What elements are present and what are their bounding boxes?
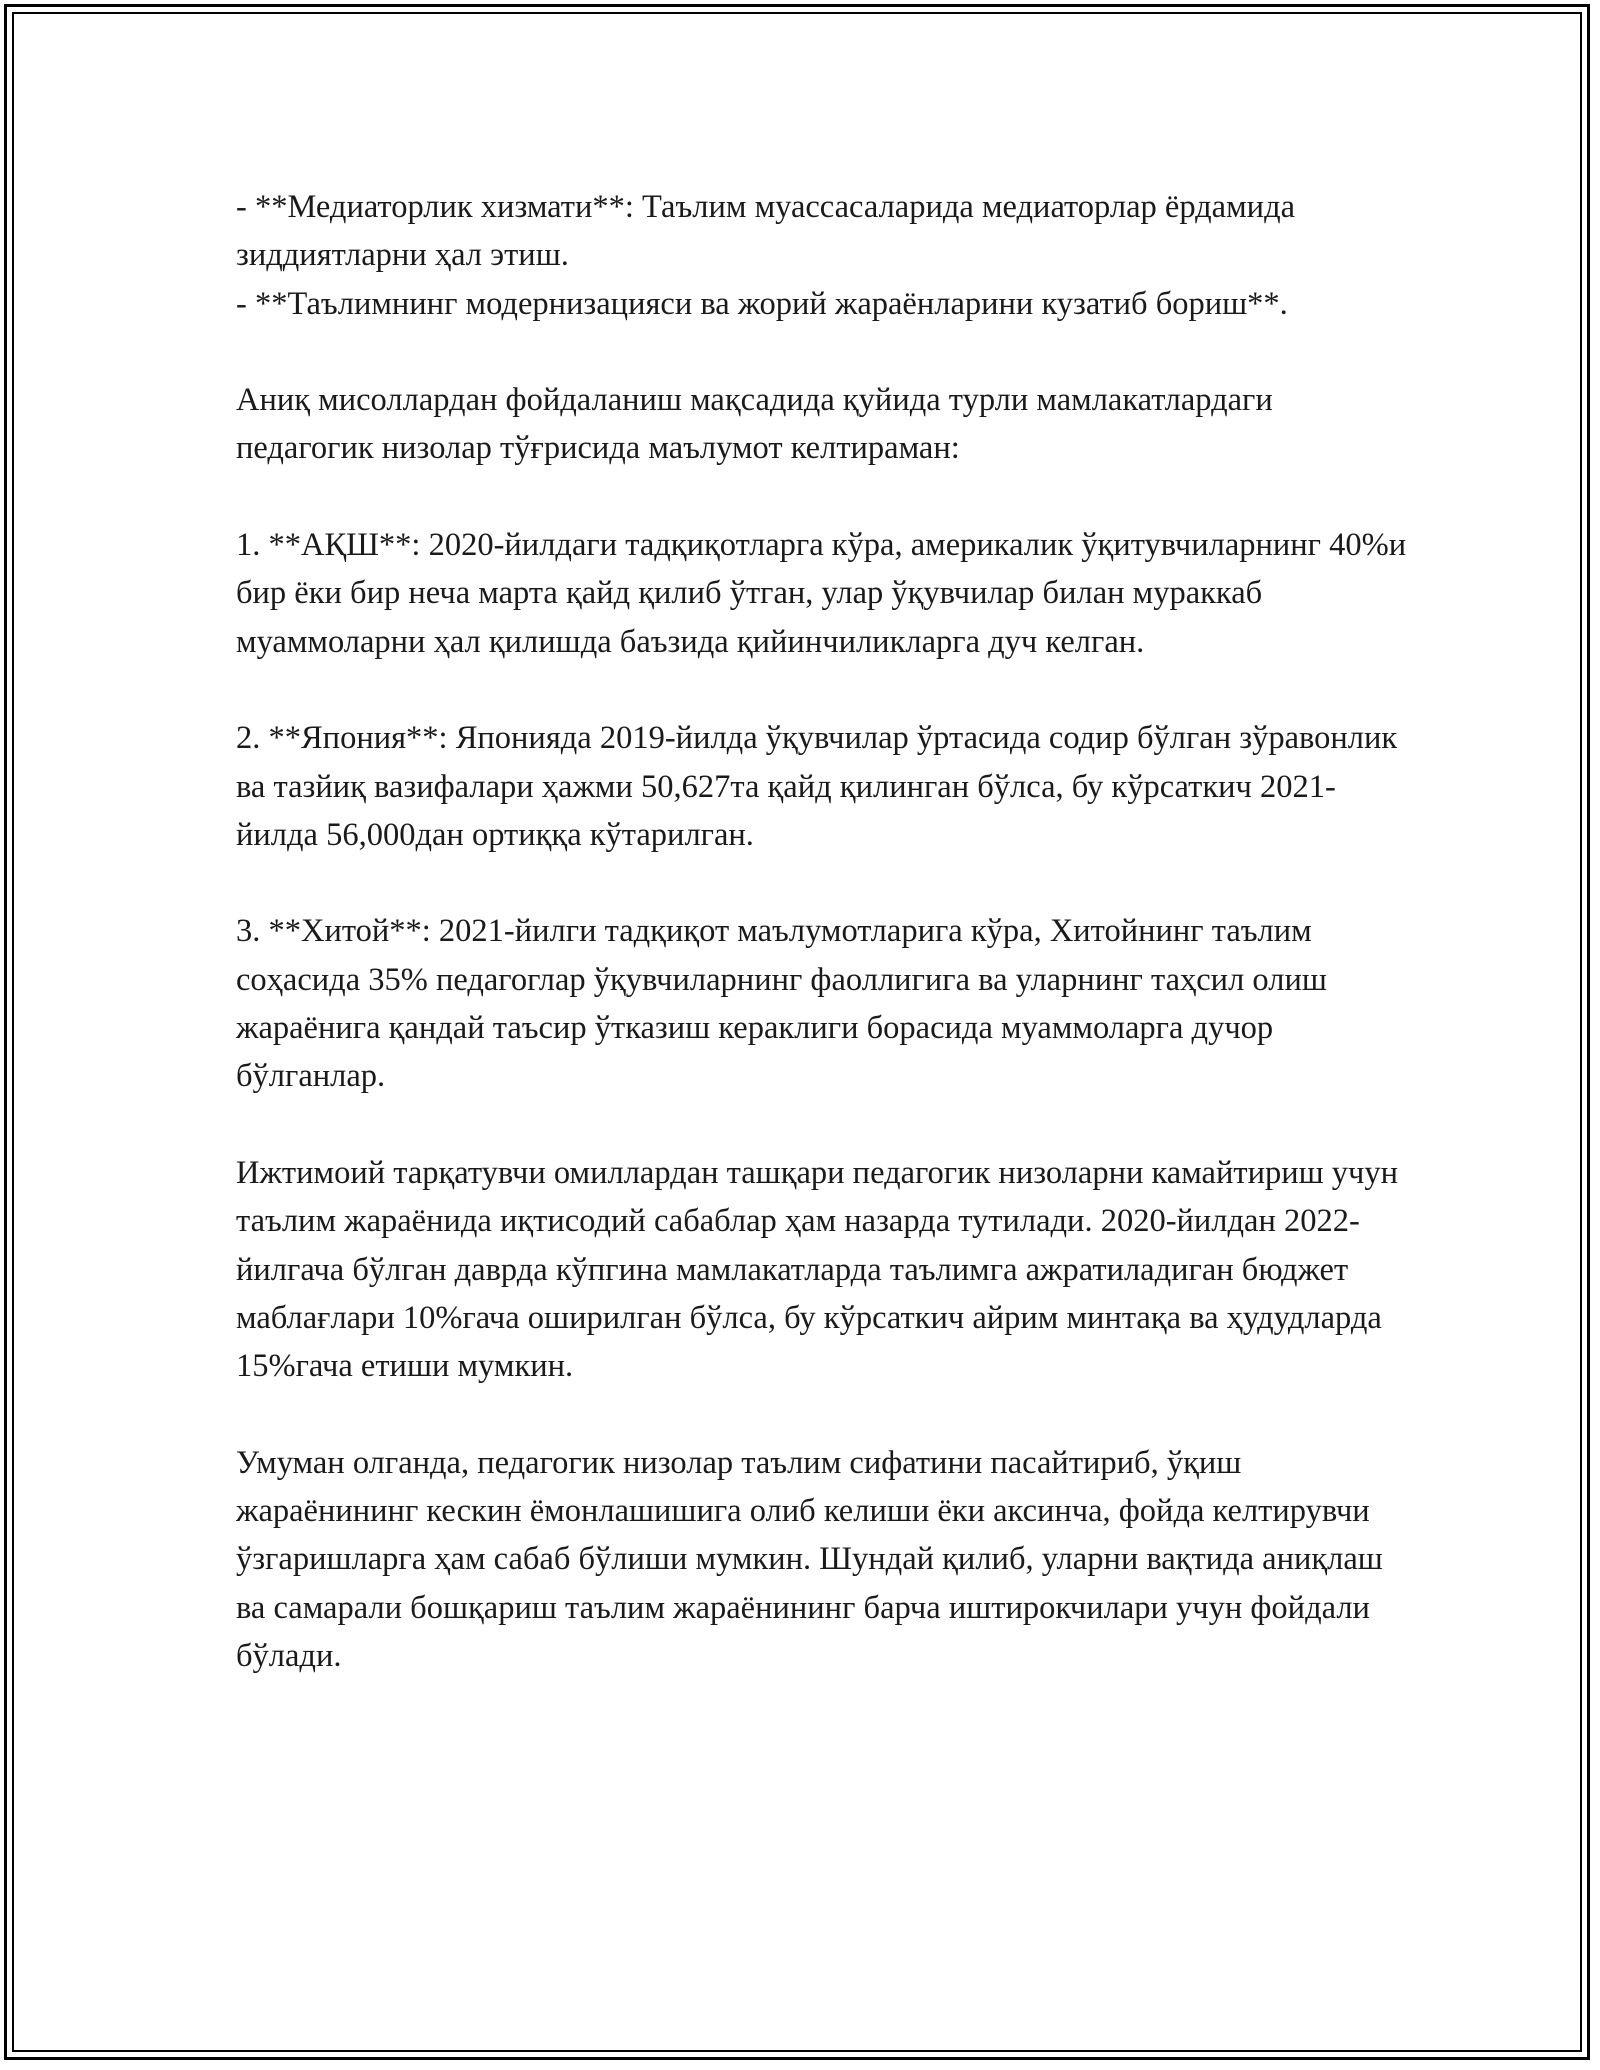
bullet-modernization: - **Таълимнинг модернизацияси ва жорий жараёнларини кузатиб бориш**.: [236, 285, 1288, 322]
example-japan: 2. **Япония**: Японияда 2019-йилда ўқувчилар ўртасида содир бўлган зўравонлик ва тазйиқ вазифалари ҳажми 50,627та қайд қилинган бўлса, бу кўрсаткич 2021-йилда 56,000дан ортиққа кўтарилган.: [236, 720, 1398, 853]
economic-paragraph: Ижтимоий тарқатувчи омиллардан ташқари педагогик низоларни камайтириш учун таълим жараёнида иқтисодий сабаблар ҳам назарда тутилади. 2020-йилдан 2022-йилгача бўлган даврда кўпгина мамлакатларда таълимга ажратиладиган бюджет маблағлари 10%гача оширилган бўлса, бу кўрсаткич айрим минтақа ва ҳудудларда 15%гача етиши мумкин.: [236, 1154, 1399, 1385]
conclusion-paragraph: Умуман олганда, педагогик низолар таълим сифатини пасайтириб, ўқиш жараёнининг кескин ёмонлашишига олиб келиши ёки аксинча, фойда келтирувчи ўзгаришларга ҳам сабаб бўлиши мумкин. Шундай қилиб, уларни вақтида аниқлаш ва самарали бошқариш таълим жараёнининг барча иштирокчилари учун фойдали бўлади.: [236, 1444, 1383, 1674]
intro-paragraph: Аниқ мисоллардан фойдаланиш мақсадида қуйида турли мамлакатлардаги педагогик низолар тўғрисида маълумот келтираман:: [236, 382, 1273, 467]
bullet-mediation: - **Медиаторлик хизмати**: Таълим муассасаларида медиаторлар ёрдамида зиддиятларни ҳал этиш.: [236, 189, 1296, 274]
document-body: [236, 183, 1416, 1680]
example-china: 3. **Хитой**: 2021-йилги тадқиқот маълумотларига кўра, Хитойнинг таълим соҳасида 35% педагоглар ўқувчиларнинг фаоллигига ва уларнинг таҳсил олиш жараёнига қандай таъсир ўтказиш кераклиги борасида муаммоларга дучор бўлганлар.: [236, 913, 1327, 1095]
example-usa: 1. **АҚШ**: 2020-йилдаги тадқиқотларга кўра, америкалик ўқитувчиларнинг 40%и бир ёки бир неча марта қайд қилиб ўтган, улар ўқувчилар билан мураккаб муаммоларни ҳал қилишда баъзида қийинчиликларга дуч келган.: [236, 527, 1407, 660]
